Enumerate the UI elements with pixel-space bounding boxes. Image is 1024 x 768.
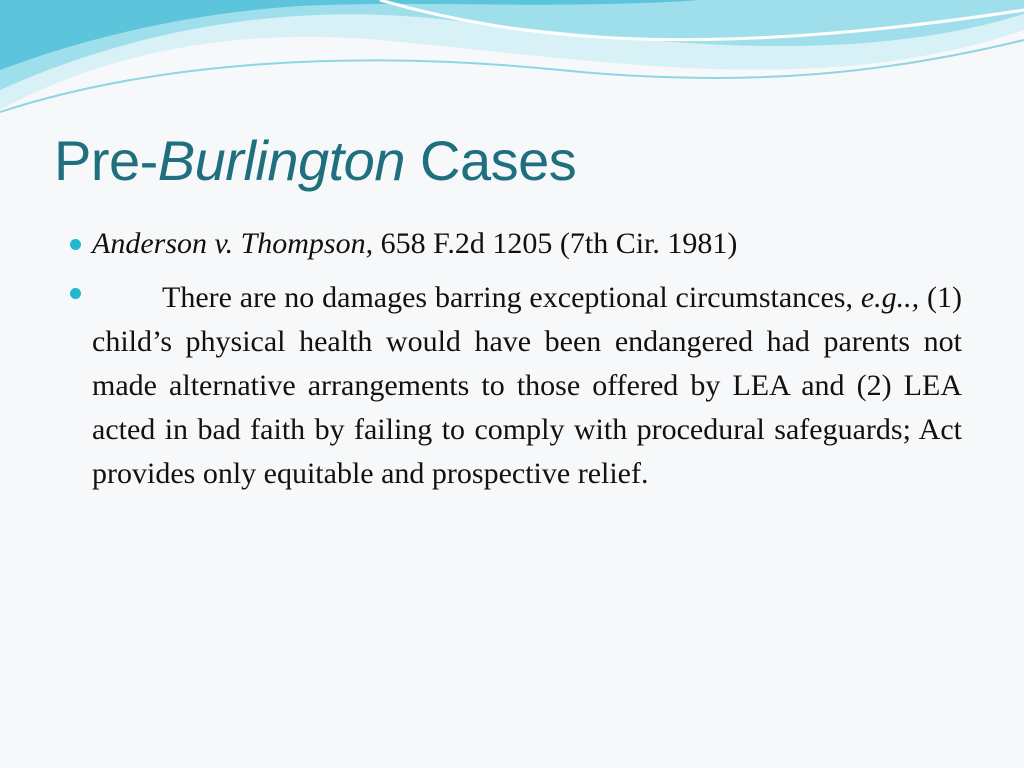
holding-text-2: (1) child’s physical health would have been endangered had parents not made alternative arrangements to those offered by LEA and (2) LEA acted in bad faith by failing to comply with procedural safeguards; Act provides only equitable and prospective relief. <box>92 281 963 490</box>
bullet-dot-icon <box>70 288 81 299</box>
decorative-wave-header <box>0 0 1024 130</box>
bullet-item-holding <box>70 276 962 496</box>
case-name: Anderson v. Thompson, <box>92 227 374 260</box>
title-italic: Burlington <box>157 129 405 192</box>
bullet-item-case <box>70 222 962 266</box>
title-prefix: Pre- <box>54 129 158 192</box>
case-citation: 658 F.2d 1205 (7th Cir. 1981) <box>373 227 738 260</box>
holding-text-1: There are no damages barring exceptional circumstances, <box>162 281 861 314</box>
holding-eg: e.g.., <box>860 281 920 314</box>
slide-title <box>54 128 576 193</box>
title-suffix: Cases <box>404 129 577 192</box>
bullet-dot-icon <box>70 239 81 250</box>
bullet-list <box>70 222 962 496</box>
